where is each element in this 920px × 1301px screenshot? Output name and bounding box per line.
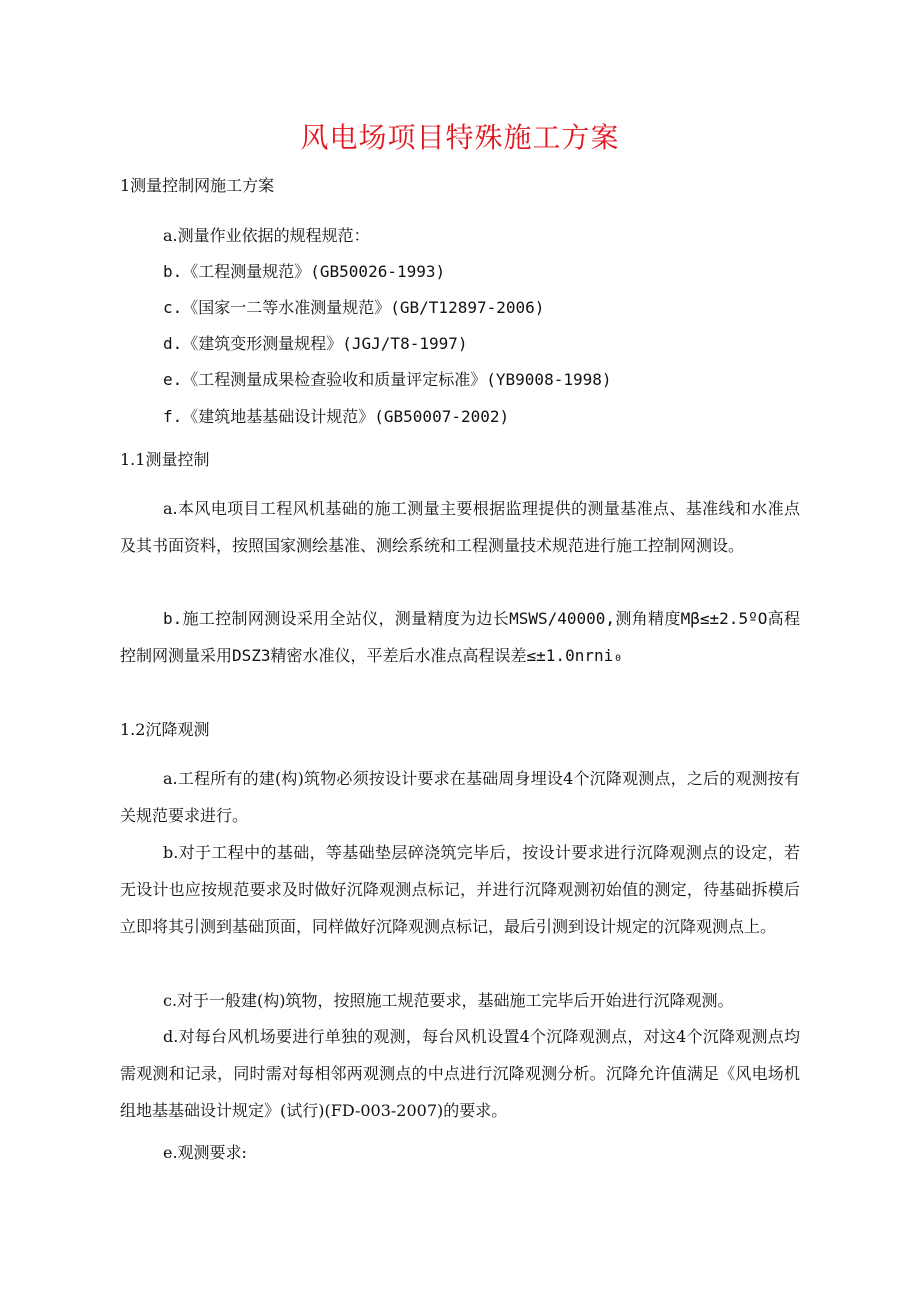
section-heading-1: 1测量控制网施工方案: [120, 176, 275, 195]
paragraph-1-1-b: b.施工控制网测设采用全站仪，测量精度为边长MSWS/40000,测角精度Mβ≤±2.5ºO高程控制网测量采用DSZ3精密水准仪，平差后水准点高程误差≤±1.0nrni₀: [120, 609, 800, 665]
reference-item: d.《建筑变形测量规程》(JGJ/T8-1997): [163, 334, 468, 353]
reference-item: a.测量作业依据的规程规范：: [163, 226, 370, 245]
document-title: 风电场项目特殊施工方案: [300, 121, 620, 154]
reference-item: b.《工程测量规范》(GB50026-1993): [163, 262, 446, 281]
reference-item: f.《建筑地基基础设计规范》(GB50007-2002): [163, 407, 510, 426]
reference-item: c.《国家一二等水准测量规范》(GB/T12897-2006): [163, 298, 545, 317]
paragraph-1-2-d: d.对每台风机场要进行单独的观测，每台风机设置4个沉降观测点，对这4个沉降观测点均需观测和记录，同时需对每相邻两观测点的中点进行沉降观测分析。沉降允许值满足《风电场机组地基基础设计规定》(试行)(FD-003-2007)的要求。: [120, 1027, 800, 1120]
paragraph-1-2-a: a.工程所有的建(构)筑物必须按设计要求在基础周身埋设4个沉降观测点，之后的观测按有关规范要求进行。: [120, 769, 800, 825]
paragraph-1-2-c: c.对于一般建(构)筑物，按照施工规范要求，基础施工完毕后开始进行沉降观测。: [163, 991, 734, 1010]
section-heading-1-2: 1.2沉降观测: [120, 720, 210, 739]
paragraph-1-2-b: b.对于工程中的基础，等基础垫层碎浇筑完毕后，按设计要求进行沉降观测点的设定，若无设计也应按规范要求及时做好沉降观测点标记，并进行沉降观测初始值的测定，待基础拆模后立即将其引测到基础顶面，同样做好沉降观测点标记，最后引测到设计规定的沉降观测点上。: [120, 843, 800, 936]
reference-item: e.《工程测量成果检查验收和质量评定标准》(YB9008-1998): [163, 370, 612, 389]
section-heading-1-1: 1.1测量控制: [120, 450, 210, 469]
paragraph-1-1-a: a.本风电项目工程风机基础的施工测量主要根据监理提供的测量基准点、基准线和水准点及其书面资料，按照国家测绘基准、测绘系统和工程测量技术规范进行施工控制网测设。: [120, 499, 800, 555]
paragraph-1-2-e: e.观测要求:: [163, 1143, 247, 1162]
